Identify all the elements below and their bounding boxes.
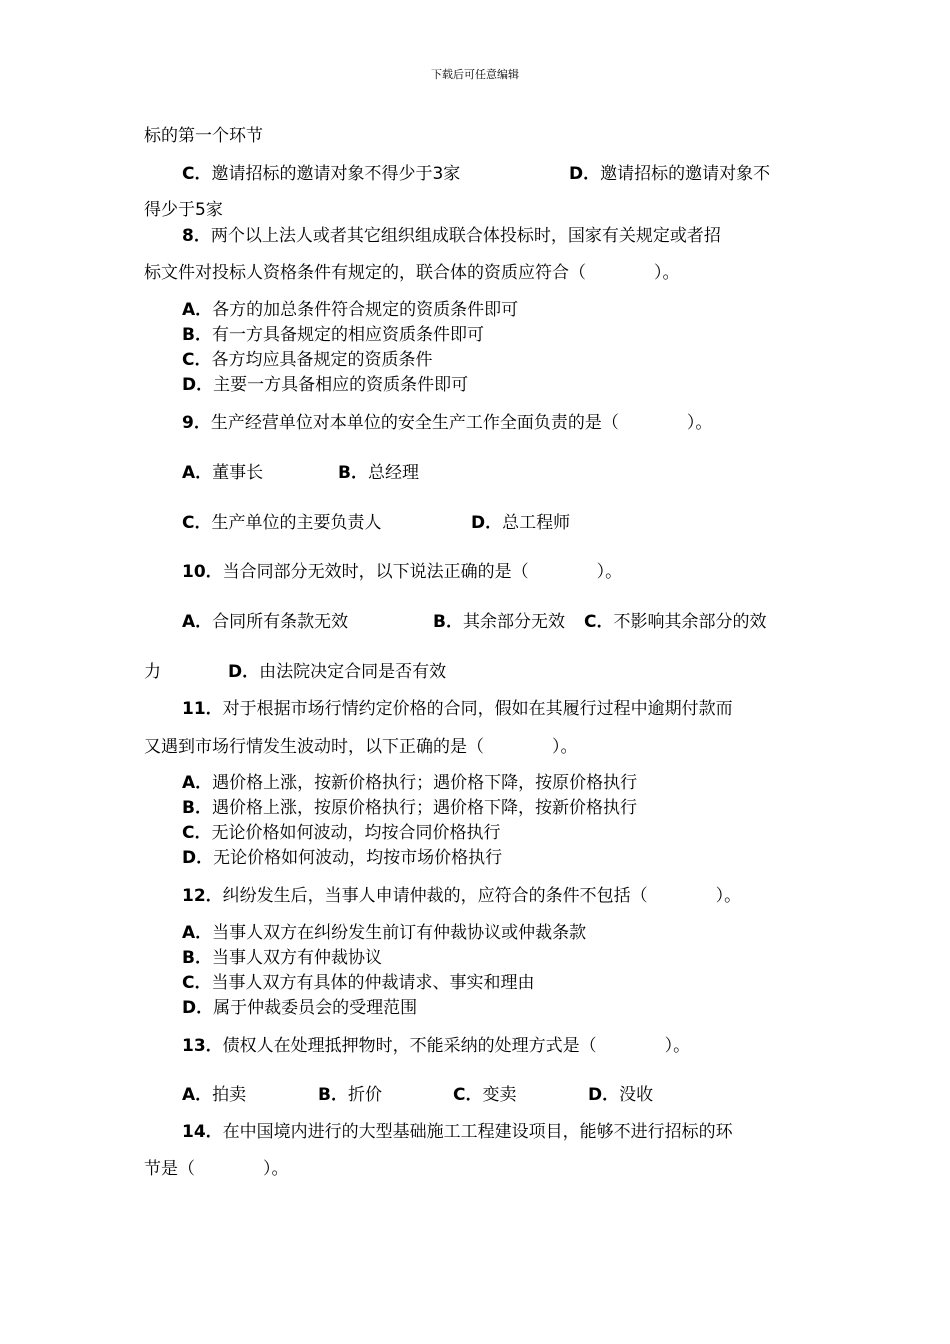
- question-8-continued: 标文件对投标人资格条件有规定的，联合体的资质应符合（ ）。: [144, 263, 680, 283]
- option-a: A．当事人双方在纠纷发生前订有仲裁协议或仲裁条款: [182, 923, 587, 943]
- question-8: 8．两个以上法人或者其它组织组成联合体投标时，国家有关规定或者招: [182, 226, 721, 246]
- option-a: A．各方的加总条件符合规定的资质条件即可: [182, 300, 519, 320]
- option-b: B．其余部分无效: [433, 612, 565, 632]
- option-a: A．董事长: [182, 463, 264, 483]
- text-line: 标的第一个环节: [144, 126, 263, 146]
- question-11: 11．对于根据市场行情约定价格的合同，假如在其履行过程中逾期付款而: [182, 699, 733, 719]
- option-c: C．无论价格如何波动，均按合同价格执行: [182, 823, 501, 843]
- option-d: D．主要一方具备相应的资质条件即可: [182, 375, 469, 395]
- option-c: C．生产单位的主要负责人: [182, 513, 382, 533]
- option-a: A．拍卖: [182, 1085, 247, 1105]
- option-a: A．遇价格上涨，按新价格执行；遇价格下降，按原价格执行: [182, 773, 638, 793]
- option-b: B．遇价格上涨，按原价格执行；遇价格下降，按新价格执行: [182, 798, 637, 818]
- option-d: D．无论价格如何波动，均按市场价格执行: [182, 848, 503, 868]
- option-a: A．合同所有条款无效: [182, 612, 349, 632]
- option-c: C．变卖: [453, 1085, 517, 1105]
- question-10: 10．当合同部分无效时，以下说法正确的是（ ）。: [182, 562, 623, 582]
- question-9: 9．生产经营单位对本单位的安全生产工作全面负责的是（ ）。: [182, 413, 713, 433]
- option-c: C．不影响其余部分的效: [584, 612, 767, 632]
- question-13: 13．债权人在处理抵押物时，不能采纳的处理方式是（ ）。: [182, 1036, 691, 1056]
- option-d: D．总工程师: [471, 513, 571, 533]
- option-d: D．由法院决定合同是否有效: [228, 662, 447, 682]
- text-line: 得少于5家: [144, 200, 223, 220]
- option-c: C．当事人双方有具体的仲裁请求、事实和理由: [182, 973, 535, 993]
- option-b: B．有一方具备规定的相应资质条件即可: [182, 325, 484, 345]
- option-b: B．折价: [318, 1085, 382, 1105]
- question-11-continued: 又遇到市场行情发生波动时，以下正确的是（ ）。: [144, 737, 578, 757]
- text-line: 力: [144, 662, 161, 682]
- option-d: D．属于仲裁委员会的受理范围: [182, 998, 418, 1018]
- option-d: D．没收: [588, 1085, 654, 1105]
- page-header: 下载后可任意编辑: [431, 68, 519, 81]
- option-b: B．当事人双方有仲裁协议: [182, 948, 382, 968]
- question-12: 12．纠纷发生后，当事人申请仲裁的，应符合的条件不包括（ ）。: [182, 886, 742, 906]
- option-b: B．总经理: [338, 463, 419, 483]
- option-c: C．各方均应具备规定的资质条件: [182, 350, 433, 370]
- question-14: 14．在中国境内进行的大型基础施工工程建设项目，能够不进行招标的环: [182, 1122, 733, 1142]
- option-c: C．邀请招标的邀请对象不得少于3家: [182, 164, 461, 184]
- option-d: D．邀请招标的邀请对象不: [569, 164, 771, 184]
- question-14-continued: 节是（ ）。: [144, 1159, 289, 1179]
